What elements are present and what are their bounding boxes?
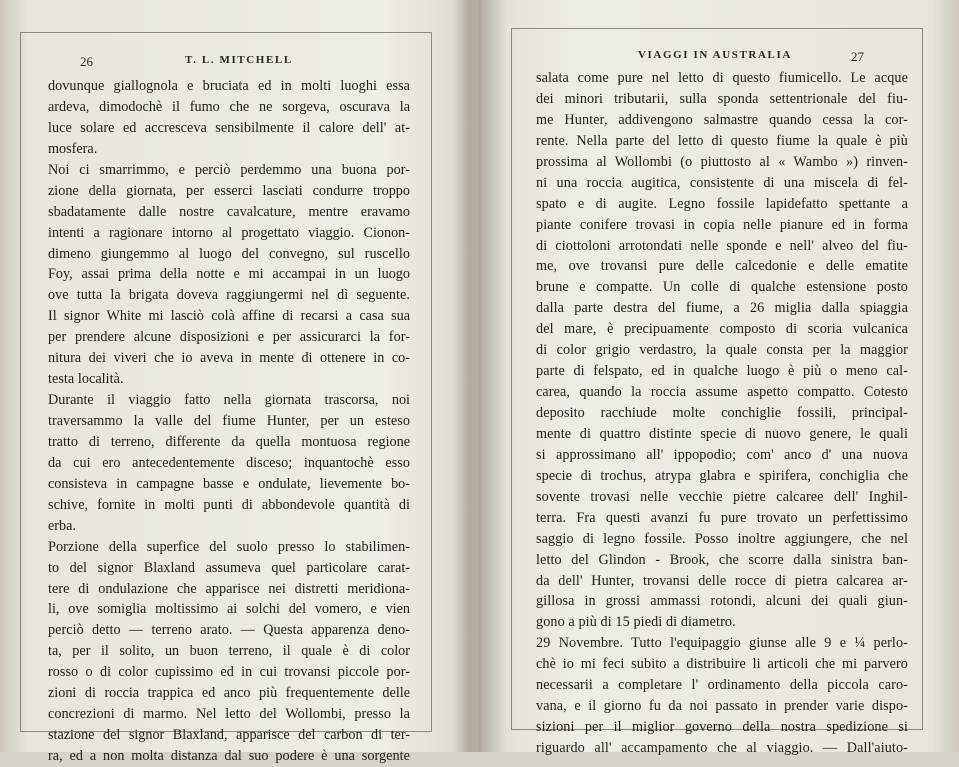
text-line: tratto di terreno, differente da quella montuosa regione xyxy=(48,433,410,450)
text-line: salata come pure nel letto di questo fiumicello. Le acque xyxy=(536,70,908,86)
text-line: luce solare ed accresceva sensibilmente il calore dell' at- xyxy=(48,119,410,136)
right-page xyxy=(481,0,959,756)
text-line: traversammo la valle del fiume Hunter, per un esteso xyxy=(48,413,410,429)
text-line: stazione del signor Blaxland, apparisce del carbon di ter- xyxy=(48,727,410,744)
text-line: riguardo all' accampamento che al viaggio. — Dall'aiuto- xyxy=(536,740,908,756)
text-line: per prendere alcune disposizioni e per assicurarci la for- xyxy=(48,329,410,346)
text-line: perciò detto — terreno arato. — Questa apparenza deno- xyxy=(48,622,410,639)
left-page-number: 26 xyxy=(80,54,93,69)
text-line: Il signor White mi lasciò colà affine di recarsi a casa sua xyxy=(48,308,410,325)
text-line: concrezioni di marmo. Nel letto del Wollombi, presso la xyxy=(48,706,410,723)
text-line: mosfera. xyxy=(48,140,98,157)
text-line: brune e compatte. Un colle di qualche estensione posto xyxy=(536,279,908,296)
text-line: consisteva in campagne basse e ondulate, lievemente bo- xyxy=(48,475,410,492)
right-page-body xyxy=(536,68,908,759)
text-line: specie di trochus, atrypa glabra e spirifera, conchiglia che xyxy=(536,467,908,484)
text-line: nitura dei viveri che io aveva in mente di ottenere in co- xyxy=(48,350,410,367)
text-line: to del signor Blaxland assumeva quel particolare carat- xyxy=(48,559,410,576)
text-line: di color grigio verdastro, la quale consta per la maggior xyxy=(536,342,908,359)
text-line: chè io mi feci subito a distribuire li articoli che mi parvero xyxy=(536,656,908,673)
text-line: rosso o di color cupissimo ed in cui trovansi piccole por- xyxy=(48,664,410,681)
text-line: ove tutta la brigata doveva raggiungermi nel dì seguente. xyxy=(48,287,410,304)
text-line: ta, per il solito, un buon terreno, il quale è di color xyxy=(48,643,410,660)
text-line: Durante il viaggio fatto nella giornata trascorsa, noi xyxy=(48,392,410,409)
text-line: intenti a ragionare intorno al progettato viaggio. Cionon- xyxy=(48,224,410,241)
right-page-header xyxy=(531,49,901,65)
text-line: ni una roccia augitica, consistente di una miscela di fel- xyxy=(536,174,908,191)
text-line: saggio di legno fossile. Posso inoltre aggiungere, che nel xyxy=(536,530,908,547)
text-line: sbadatamente dalle nostre cavalcature, mentre eravamo xyxy=(48,203,410,220)
text-line: di ciottoloni arrotondati nelle sponde e nell' alveo del fiu- xyxy=(536,237,908,254)
left-page-header xyxy=(50,54,410,70)
text-line: dalla parte destra del fiume, a 26 miglia dalla spiaggia xyxy=(536,300,908,317)
text-line: si approssimano all' ippopodio; com' anco d' una nuova xyxy=(536,446,908,463)
text-line: zioni di roccia trappica ed anco più frequentemente delle xyxy=(48,685,410,702)
text-line: li, ove somiglia moltissimo ai solchi del vomero, e vien xyxy=(48,601,410,618)
text-line: testa località. xyxy=(48,371,124,388)
text-line: deposito racchiude molte conchiglie fossili, principal- xyxy=(536,405,908,421)
right-running-head: VIAGGI IN AUSTRALIA xyxy=(638,49,792,61)
right-page-number: 27 xyxy=(851,49,864,64)
text-line: Porzione della superfice del suolo presso lo stabilimen- xyxy=(48,538,410,555)
text-line: del mare, è precipuamente composto di scoria vulcanica xyxy=(536,321,908,338)
text-line: spato e di augite. Legno fossile lapidefatto spettante a xyxy=(536,195,908,212)
text-line: necessarii a completare l' ordinamento della piccola caro- xyxy=(536,677,908,694)
text-line: letto del Glindon - Brook, che scorre dalla sinistra ban- xyxy=(536,551,908,568)
left-running-head: T. L. MITCHELL xyxy=(185,54,293,66)
text-line: me Hunter, addivengono salmastre quando cessa la cor- xyxy=(536,111,908,128)
text-line: Foy, assai prima della notte e mi accampai in un luogo xyxy=(48,266,410,283)
text-line: da dell' Hunter, trovansi delle rocce di pietra calcarea ar- xyxy=(536,572,908,589)
text-line: ra, ed a non molta distanza dal suo podere è una sorgente xyxy=(48,748,410,764)
text-line: carea, quando la roccia assume aspetto compatto. Cotesto xyxy=(536,384,908,401)
left-page-body xyxy=(48,76,410,767)
text-line: gillosa in grossi ammassi rotondi, alcuni dei quali giun- xyxy=(536,593,908,610)
text-line: parte di felspato, ed in qualche luogo è più o meno cal- xyxy=(536,363,908,380)
text-line: sovente trovasi nelle vecchie pietre calcaree dell' Inghil- xyxy=(536,488,908,505)
left-page xyxy=(0,0,478,764)
text-line: sizioni per il miglior governo della nostra spedizione si xyxy=(536,719,908,736)
text-line: piante conifere trovasi in copia nelle pianure ed in forma xyxy=(536,216,908,233)
text-line: rente. Nella parte del letto di questo fiume la quale è più xyxy=(536,132,908,149)
text-line: vana, e il giorno fu da noi passato in prender varie dispo- xyxy=(536,698,908,715)
text-line: dovunque giallognola e bruciata ed in molti luoghi essa xyxy=(48,78,410,94)
text-line: da cui ero antecedentemente disceso; inquantochè esso xyxy=(48,454,410,471)
text-line: dei minori tributarii, sulla sponda settentrionale del fiu- xyxy=(536,90,908,107)
text-line: zione della giornata, per esserci lasciati condurre troppo xyxy=(48,182,410,199)
text-line: dimeno giungemmo al luogo del convegno, sul ruscello xyxy=(48,245,410,262)
text-line: schive, fornite in molti punti di abbondevole quantità di xyxy=(48,496,410,513)
text-line: tere di ondulazione che apparisce nei distretti meridiona- xyxy=(48,580,410,597)
text-line: erba. xyxy=(48,517,76,534)
text-line: 29 Novembre. Tutto l'equipaggio giunse alle 9 e ¼ perlo- xyxy=(536,635,908,652)
text-line: terra. Fra questi avanzi fu pure trovato un perfettissimo xyxy=(536,509,908,526)
text-line: gono a più di 15 piedi di diametro. xyxy=(536,614,736,631)
text-line: mente di quattro distinte specie di nuovo genere, le quali xyxy=(536,425,908,442)
text-line: prossima al Wollombi (o piuttosto al « Wambo ») rinven- xyxy=(536,153,908,170)
text-line: Noi ci smarrimmo, e perciò perdemmo una buona por- xyxy=(48,161,410,178)
text-line: me, ove trovansi pure delle calcedonie e delle ematite xyxy=(536,258,908,275)
text-line: ardeva, dimodochè il fumo che ne sorgeva, oscurava la xyxy=(48,98,410,115)
